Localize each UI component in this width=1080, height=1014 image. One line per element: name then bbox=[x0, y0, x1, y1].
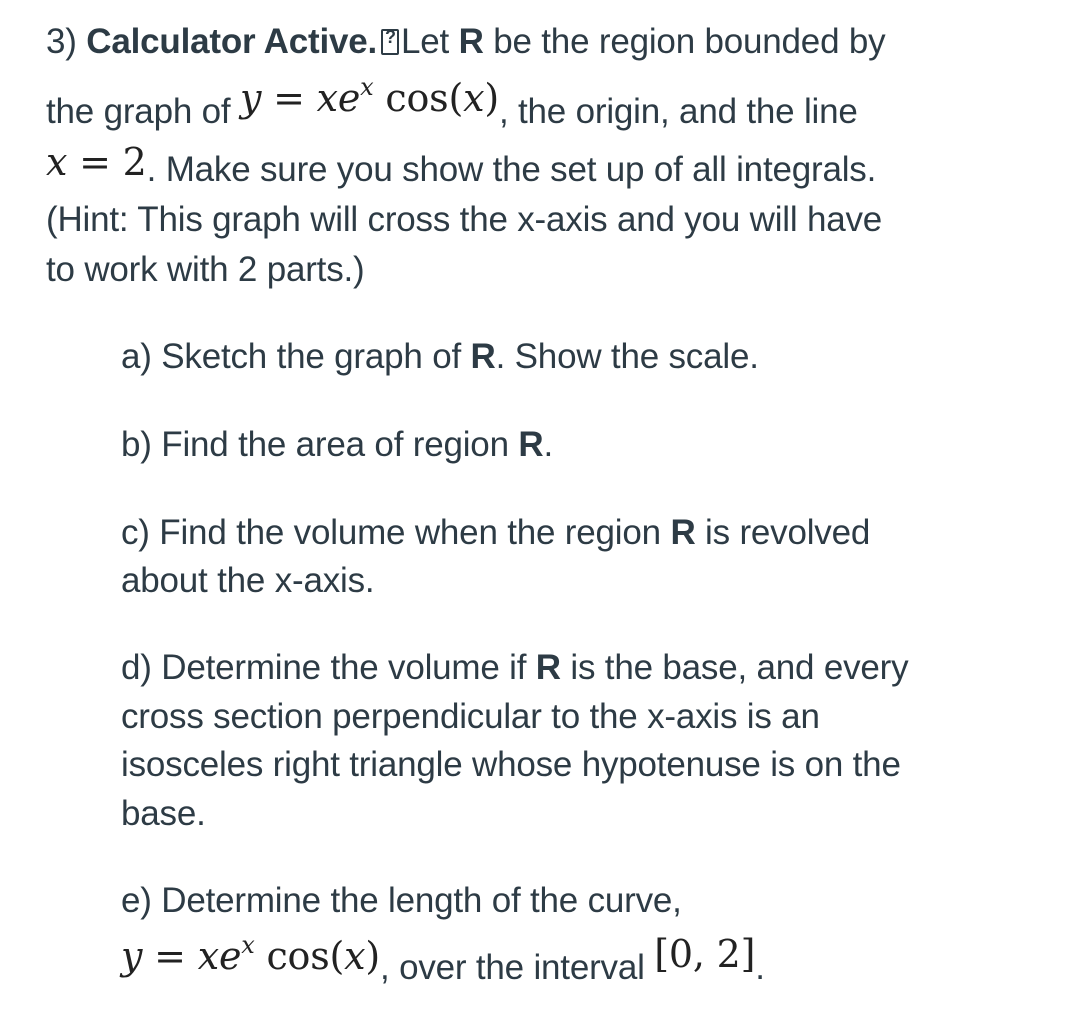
part-a-text-end: . Show the scale. bbox=[495, 337, 759, 376]
part-a-region: R bbox=[470, 337, 496, 376]
part-d-label: d) bbox=[121, 648, 152, 687]
problem-equation-line bbox=[46, 73, 858, 132]
intro-text-2: be the region bounded by bbox=[483, 22, 886, 61]
part-e-text: Determine the length of the curve, bbox=[161, 881, 682, 920]
setup-instruction: . Make sure you show the set up of all integrals. bbox=[146, 150, 877, 189]
part-e-end: . bbox=[755, 948, 765, 987]
part-d-line2: cross section perpendicular to the x-axis is an bbox=[121, 697, 820, 736]
part-d-line3: isosceles right triangle whose hypotenuse is on the bbox=[121, 745, 901, 784]
origin-text: , the origin, and the line bbox=[498, 92, 858, 131]
part-a-text: Sketch the graph of bbox=[161, 337, 471, 376]
part-e-equation-line bbox=[121, 931, 765, 988]
part-d bbox=[121, 648, 908, 688]
problem-line-three bbox=[46, 140, 877, 190]
part-c-text: Find the volume when the region bbox=[159, 513, 671, 552]
part-e-interval-text: , over the interval bbox=[380, 948, 655, 987]
part-c bbox=[121, 513, 870, 553]
part-c-region: R bbox=[670, 513, 696, 552]
part-d-region: R bbox=[535, 648, 561, 687]
part-c-text-end: is revolved bbox=[695, 513, 871, 552]
part-e-interval: [0, 2] bbox=[654, 932, 756, 976]
problem-number: 3) bbox=[46, 22, 77, 61]
part-c-label: c) bbox=[121, 513, 150, 552]
part-d-line4: base. bbox=[121, 794, 206, 833]
intro-text-1: Let bbox=[401, 22, 459, 61]
part-a bbox=[121, 337, 759, 377]
line-equation: x = 2 bbox=[46, 140, 147, 184]
part-c-line2: about the x-axis. bbox=[121, 561, 375, 600]
part-b bbox=[121, 425, 553, 465]
part-b-label: b) bbox=[121, 425, 152, 464]
problem-header-line bbox=[46, 22, 885, 62]
part-b-text: Find the area of region bbox=[161, 425, 519, 464]
part-d-text: Determine the volume if bbox=[161, 648, 536, 687]
problem-title: Calculator Active. bbox=[86, 22, 378, 61]
hint-line-1: (Hint: This graph will cross the x-axis and you will have bbox=[46, 200, 883, 239]
part-b-region: R bbox=[518, 425, 544, 464]
part-e-equation: $y = xe^x$ cos(x) bbox=[121, 931, 381, 978]
part-b-text-end: . bbox=[543, 425, 553, 464]
hint-line-2: to work with 2 parts.) bbox=[46, 250, 365, 289]
part-e-label: e) bbox=[121, 881, 152, 920]
graph-of-text: the graph of bbox=[46, 92, 240, 131]
replacement-box-icon bbox=[381, 29, 399, 55]
function-equation: $y = xe^x$ cos(x) bbox=[239, 73, 499, 120]
part-d-text-end: is the base, and every bbox=[560, 648, 909, 687]
part-a-label: a) bbox=[121, 337, 152, 376]
region-symbol: R bbox=[458, 22, 484, 61]
part-e bbox=[121, 881, 682, 921]
